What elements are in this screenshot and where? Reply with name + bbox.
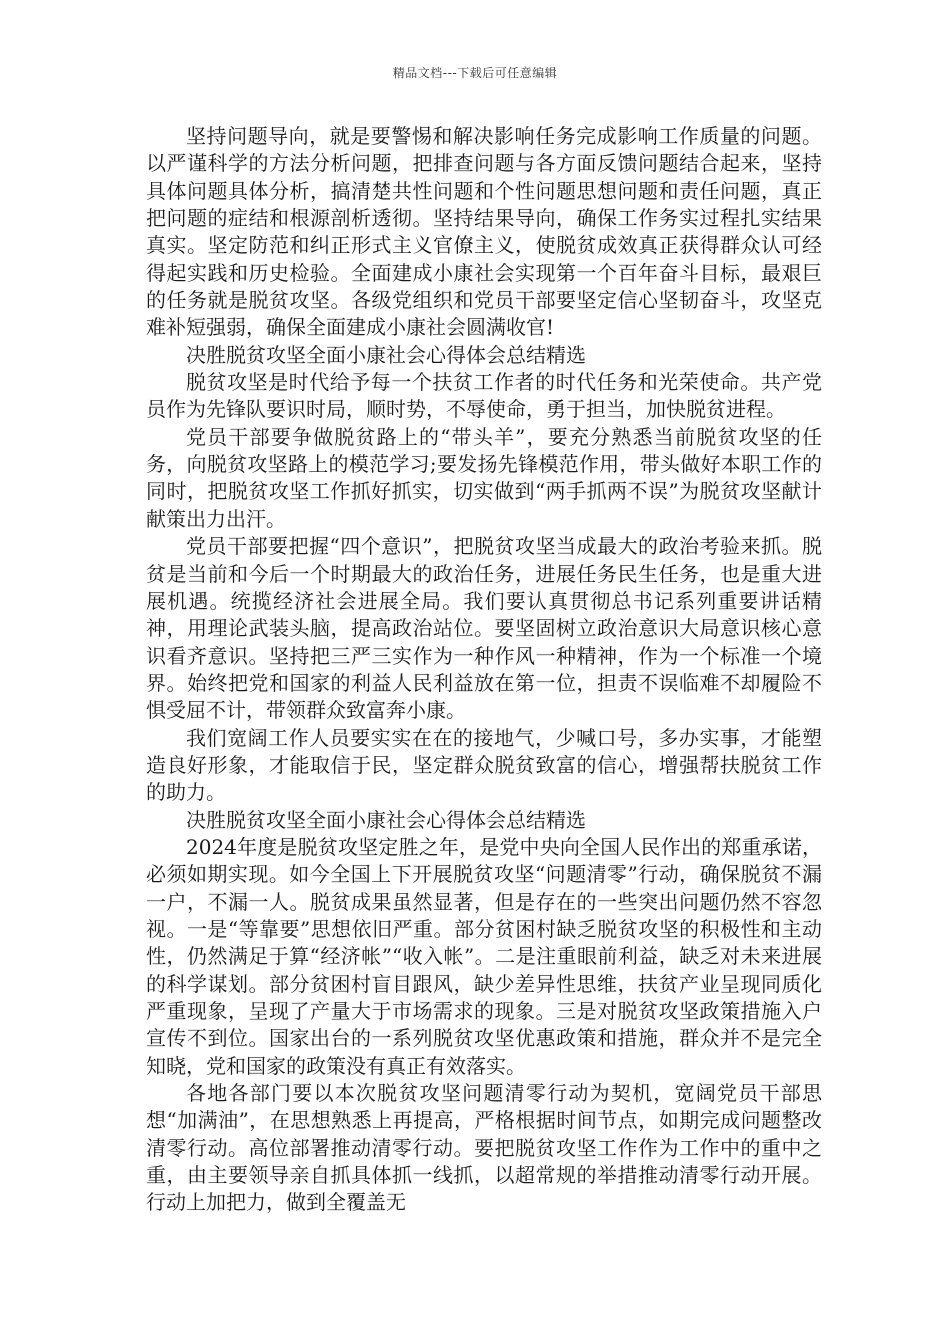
paragraph: 党员干部要争做脱贫路上的“带头羊”，要充分熟悉当前脱贫攻坚的任务，向脱贫攻坚路上的模范学习;要发扬先锋模范作用，带头做好本职工作的同时，把脱贫攻坚工作抓好抓实，切实做到“两手抓两不误”为脱贫攻坚献计献策出力出汗。 xyxy=(146,424,822,531)
paragraph: 我们宽阔工作人员要实实在在的接地气，少喊口号，多办实事，才能塑造良好形象，才能取信于民，坚定群众脱贫致富的信心，增强帮扶脱贫工作的助力。 xyxy=(146,725,822,805)
paragraph: 党员干部要把握“四个意识”，把脱贫攻坚当成最大的政治考验来抓。脱贫是当前和今后一个时期最大的政治任务，进展任务民生任务，也是重大进展机遇。统揽经济社会进展全局。我们要认真贯彻总书记系列重要讲话精神，用理论武装头脑，提高政治站位。要坚固树立政治意识大局意识核心意识看齐意识。坚持把三严三实作为一种作风一种精神，作为一个标准一个境界。始终把党和国家的利益人民利益放在第一位，担责不误临难不却履险不惧受屈不计，带领群众致富奔小康。 xyxy=(146,534,822,723)
document-body xyxy=(146,123,822,1217)
section-title: 决胜脱贫攻坚全面小康社会心得体会总结精选 xyxy=(186,807,586,832)
paragraph: 2024年度是脱贫攻坚定胜之年，是党中央向全国人民作出的郑重承诺，必须如期实现。如今全国上下开展脱贫攻坚“问题清零”行动，确保脱贫不漏一户，不漏一人。脱贫成果虽然显著，但是存在的一些突出问题仍然不容忽视。一是“等靠要”思想依旧严重。部分贫困村缺乏脱贫攻坚的积极性和主动性，仍然满足于算“经济帐”“收入帐”。二是注重眼前利益，缺乏对未来进展的科学谋划。部分贫困村盲目跟风，缺少差异性思维，扶贫产业呈现同质化严重现象，呈现了产量大于市场需求的现象。三是对脱贫攻坚政策措施入户宣传不到位。国家出台的一系列脱贫攻坚优惠政策和措施，群众并不是完全知晓，党和国家的政策没有真正有效落实。 xyxy=(146,834,822,1078)
paragraph: 各地各部门要以本次脱贫攻坚问题清零行动为契机，宽阔党员干部思想“加满油”，在思想熟悉上再提高，严格根据时间节点，如期完成问题整改清零行动。高位部署推动清零行动。要把脱贫攻坚工作作为工作中的重中之重，由主要领导亲自抓具体抓一线抓，以超常规的举措推动清零行动开展。行动上加把力，做到全覆盖无 xyxy=(146,1081,822,1215)
paragraph: 坚持问题导向，就是要警惕和解决影响任务完成影响工作质量的问题。以严谨科学的方法分析问题，把排查问题与各方面反馈问题结合起来，坚持具体问题具体分析，搞清楚共性问题和个性问题思想问题和责任问题，真正把问题的症结和根源剖析透彻。坚持结果导向，确保工作务实过程扎实结果真实。坚定防范和纠正形式主义官僚主义，使脱贫成效真正获得群众认可经得起实践和历史检验。全面建成小康社会实现第一个百年奋斗目标，最艰巨的任务就是脱贫攻坚。各级党组织和党员干部要坚定信心坚韧奋斗，攻坚克难补短强弱，确保全面建成小康社会圆满收官! xyxy=(146,124,822,340)
paragraph: 脱贫攻坚是时代给予每一个扶贫工作者的时代任务和光荣使命。共产党员作为先锋队要识时局，顺时势，不辱使命，勇于担当，加快脱贫进程。 xyxy=(146,370,822,422)
section-title: 决胜脱贫攻坚全面小康社会心得体会总结精选 xyxy=(186,342,586,367)
page-header: 精品文档---下载后可任意编辑 xyxy=(392,66,558,80)
